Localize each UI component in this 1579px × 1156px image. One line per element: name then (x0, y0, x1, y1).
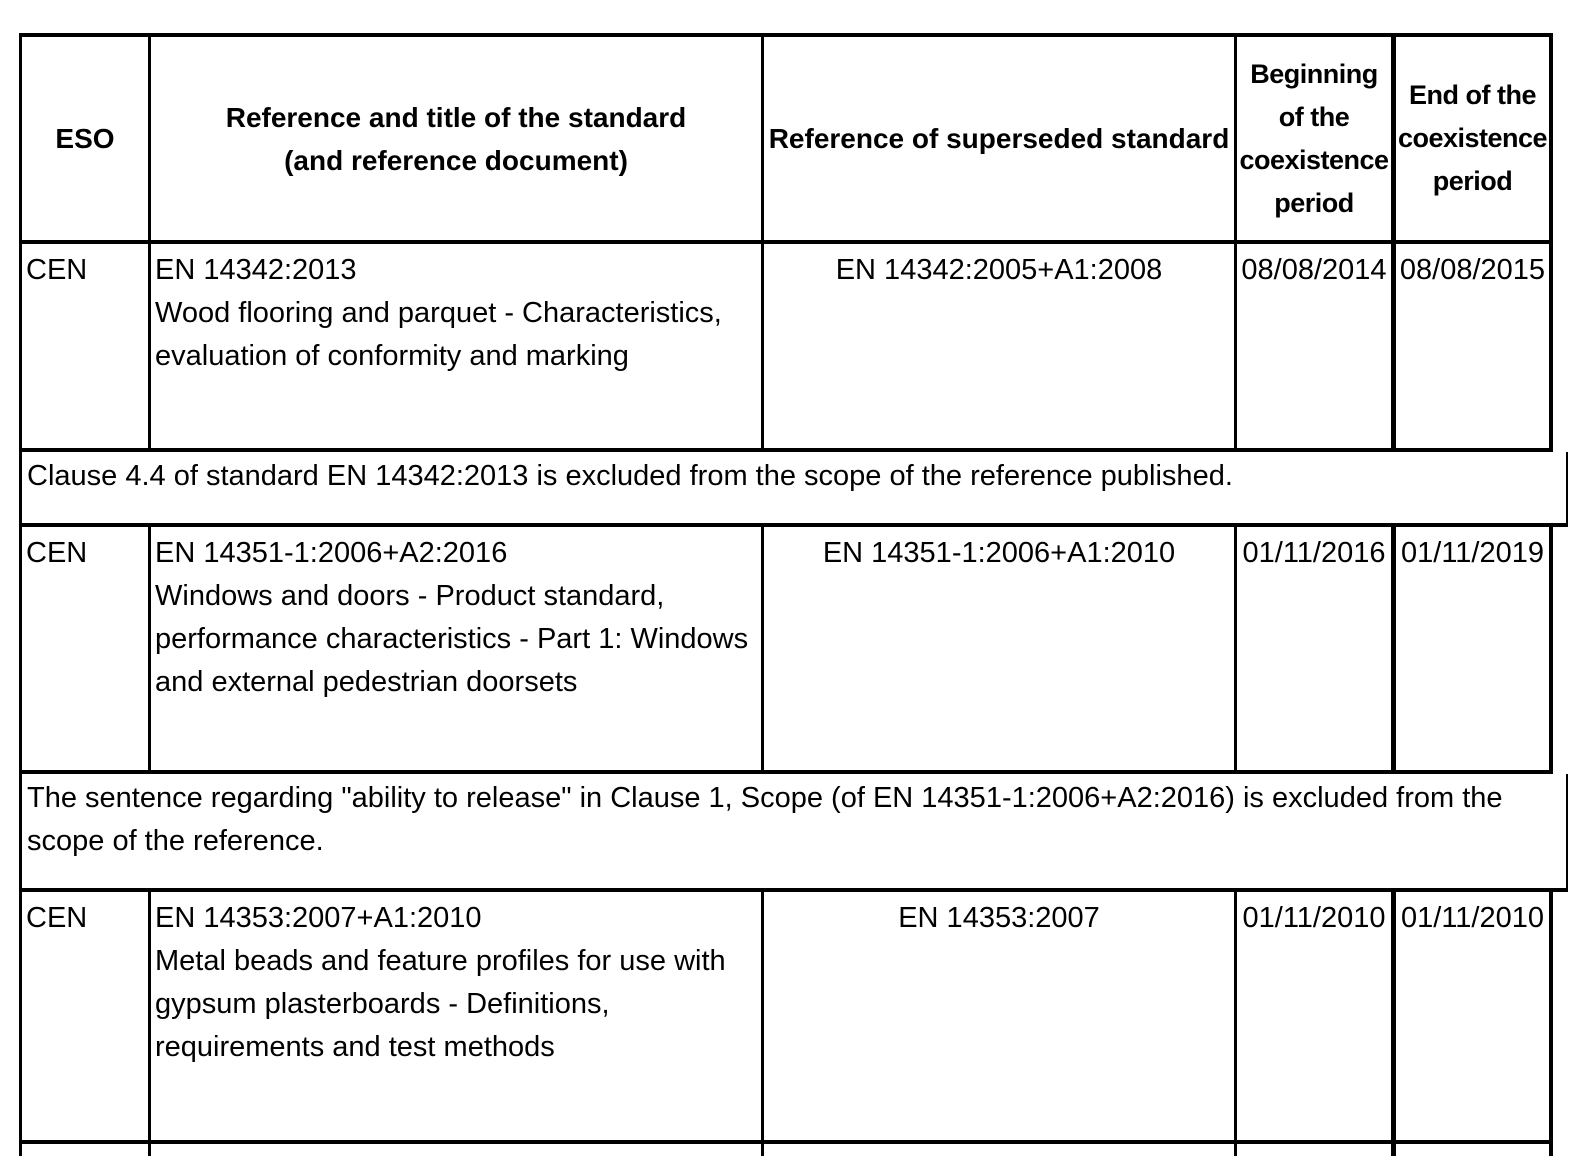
header-cell-beginning-period (1237, 37, 1396, 240)
header-cell-superseded (764, 37, 1237, 240)
header-reference-title-line2: (and reference document) (284, 144, 628, 176)
header-label-beginning-period: Beginning of the coexistence period (1239, 58, 1389, 218)
eso-cell: CEN (22, 892, 151, 1140)
standard-title: Metal beads and feature profiles for use with gypsum plasterboards - Definitions, requirements and test methods (155, 945, 726, 1063)
reference-title-cell (151, 527, 764, 770)
standard-title: Wood flooring and parquet - Characteristics, evaluation of conformity and marking (155, 297, 722, 372)
end-date-cell: 08/08/2015 (1396, 244, 1553, 448)
standard-reference: EN 14351-1:2006+A2:2016 (155, 537, 508, 569)
reference-title-cell (151, 1144, 764, 1156)
table-row (22, 527, 1553, 774)
superseded-standard-cell (764, 1144, 1237, 1156)
note-row (19, 452, 1568, 527)
reference-title-cell (151, 244, 764, 448)
table-row (22, 244, 1553, 452)
standard-reference: EN 14353:2007+A1:2010 (155, 902, 482, 934)
note-text: Clause 4.4 of standard EN 14342:2013 is excluded from the scope of the reference published. (27, 460, 1233, 492)
beginning-date-cell: 01/11/2016 (1237, 527, 1396, 770)
eso-cell (22, 1144, 151, 1156)
superseded-standard-cell: EN 14342:2005+A1:2008 (764, 244, 1237, 448)
eso-cell: CEN (22, 244, 151, 448)
end-date-cell (1396, 1144, 1553, 1156)
header-label-end-period: End of the coexistence period (1397, 80, 1548, 196)
header-reference-title-line1: Reference and title of the standard (225, 101, 687, 133)
superseded-standard-cell: EN 14353:2007 (764, 892, 1237, 1140)
standard-title: Windows and doors - Product standard, performance characteristics - Part 1: Windows and external pedestrian doorsets (155, 580, 749, 698)
beginning-date-cell (1237, 1144, 1396, 1156)
note-row (19, 774, 1568, 892)
header-label-eso: ESO (55, 123, 115, 154)
end-date-cell: 01/11/2019 (1396, 527, 1553, 770)
reference-title-cell (151, 892, 764, 1140)
eso-cell: CEN (22, 527, 151, 770)
beginning-date-cell: 08/08/2014 (1237, 244, 1396, 448)
header-cell-reference-title (151, 37, 764, 240)
header-label-reference-title (151, 96, 761, 182)
header-cell-eso (22, 37, 151, 240)
superseded-standard-cell: EN 14351-1:2006+A1:2010 (764, 527, 1237, 770)
note-text: The sentence regarding "ability to release" in Clause 1, Scope (of EN 14351-1:2006+A2:2016) is excluded from the scope of the reference. (27, 782, 1503, 857)
header-cell-end-period (1396, 37, 1553, 240)
beginning-date-cell: 01/11/2010 (1237, 892, 1396, 1140)
end-date-cell: 01/11/2010 (1396, 892, 1553, 1140)
table-row (22, 892, 1553, 1144)
header-label-superseded: Reference of superseded standard (768, 123, 1230, 154)
standard-reference: EN 14342:2013 (155, 254, 357, 286)
table-header-row (22, 37, 1553, 244)
standards-table (19, 33, 1553, 1156)
table-row-partial (22, 1144, 1553, 1156)
